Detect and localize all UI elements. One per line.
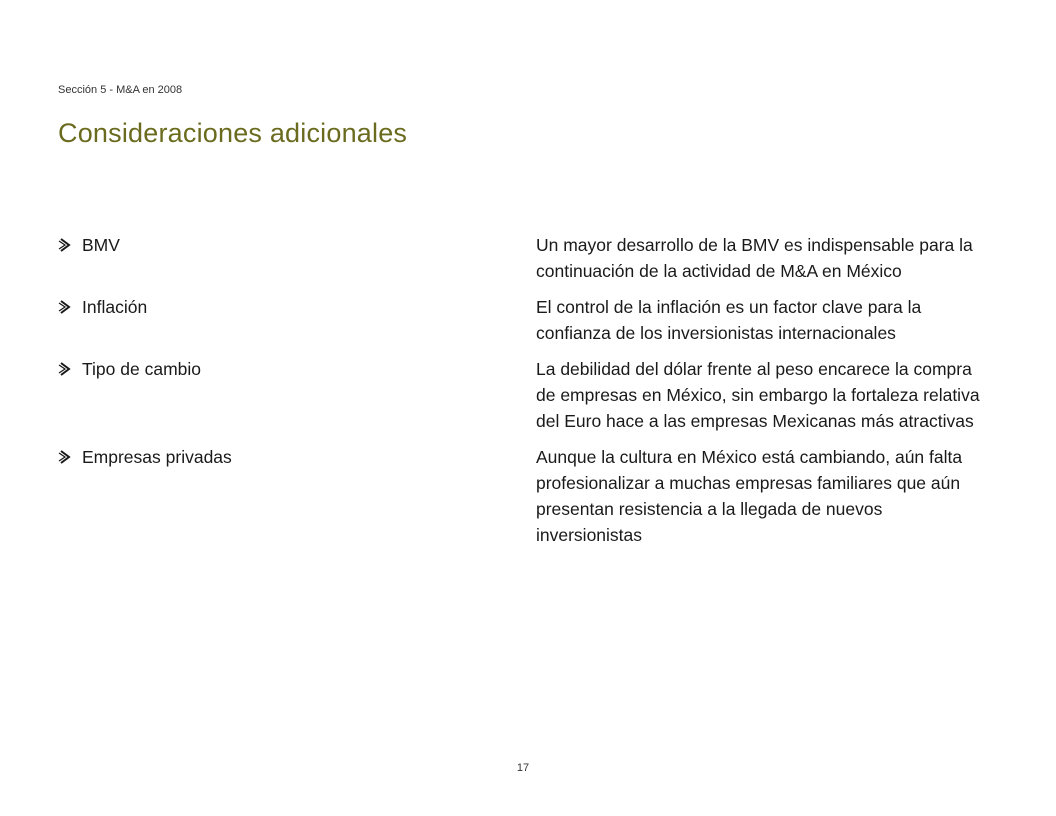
item-description: Aunque la cultura en México está cambiando, aún falta profesionalizar a muchas empresas familiares que aún presentan resistencia a la llegada de nuevos inversionistas [536,447,963,545]
item-label: Empresas privadas [82,447,232,467]
item-description: La debilidad del dólar frente al peso encarece la compra de empresas en México, sin embargo la fortaleza relativa del Euro hace a las empresas Mexicanas más atractivas [536,359,980,431]
considerations-list [58,232,998,558]
item-label: Inflación [82,297,148,317]
list-item [58,232,998,284]
list-item [58,294,998,346]
item-description: Un mayor desarrollo de la BMV es indispensable para la continuación de la actividad de M&A en México [536,235,973,281]
list-item [58,444,998,548]
arrow-right-icon [58,362,72,376]
item-label: Tipo de cambio [82,359,201,379]
item-label: BMV [82,235,120,255]
section-label: Sección 5 - M&A en 2008 [58,84,183,96]
arrow-right-icon [58,238,72,252]
arrow-right-icon [58,300,72,314]
item-description: El control de la inflación es un factor clave para la confianza de los inversionistas internacionales [536,297,922,343]
page-title: Consideraciones adicionales [58,118,408,148]
list-item [58,356,998,434]
page-number: 17 [516,762,530,774]
arrow-right-icon [58,450,72,464]
